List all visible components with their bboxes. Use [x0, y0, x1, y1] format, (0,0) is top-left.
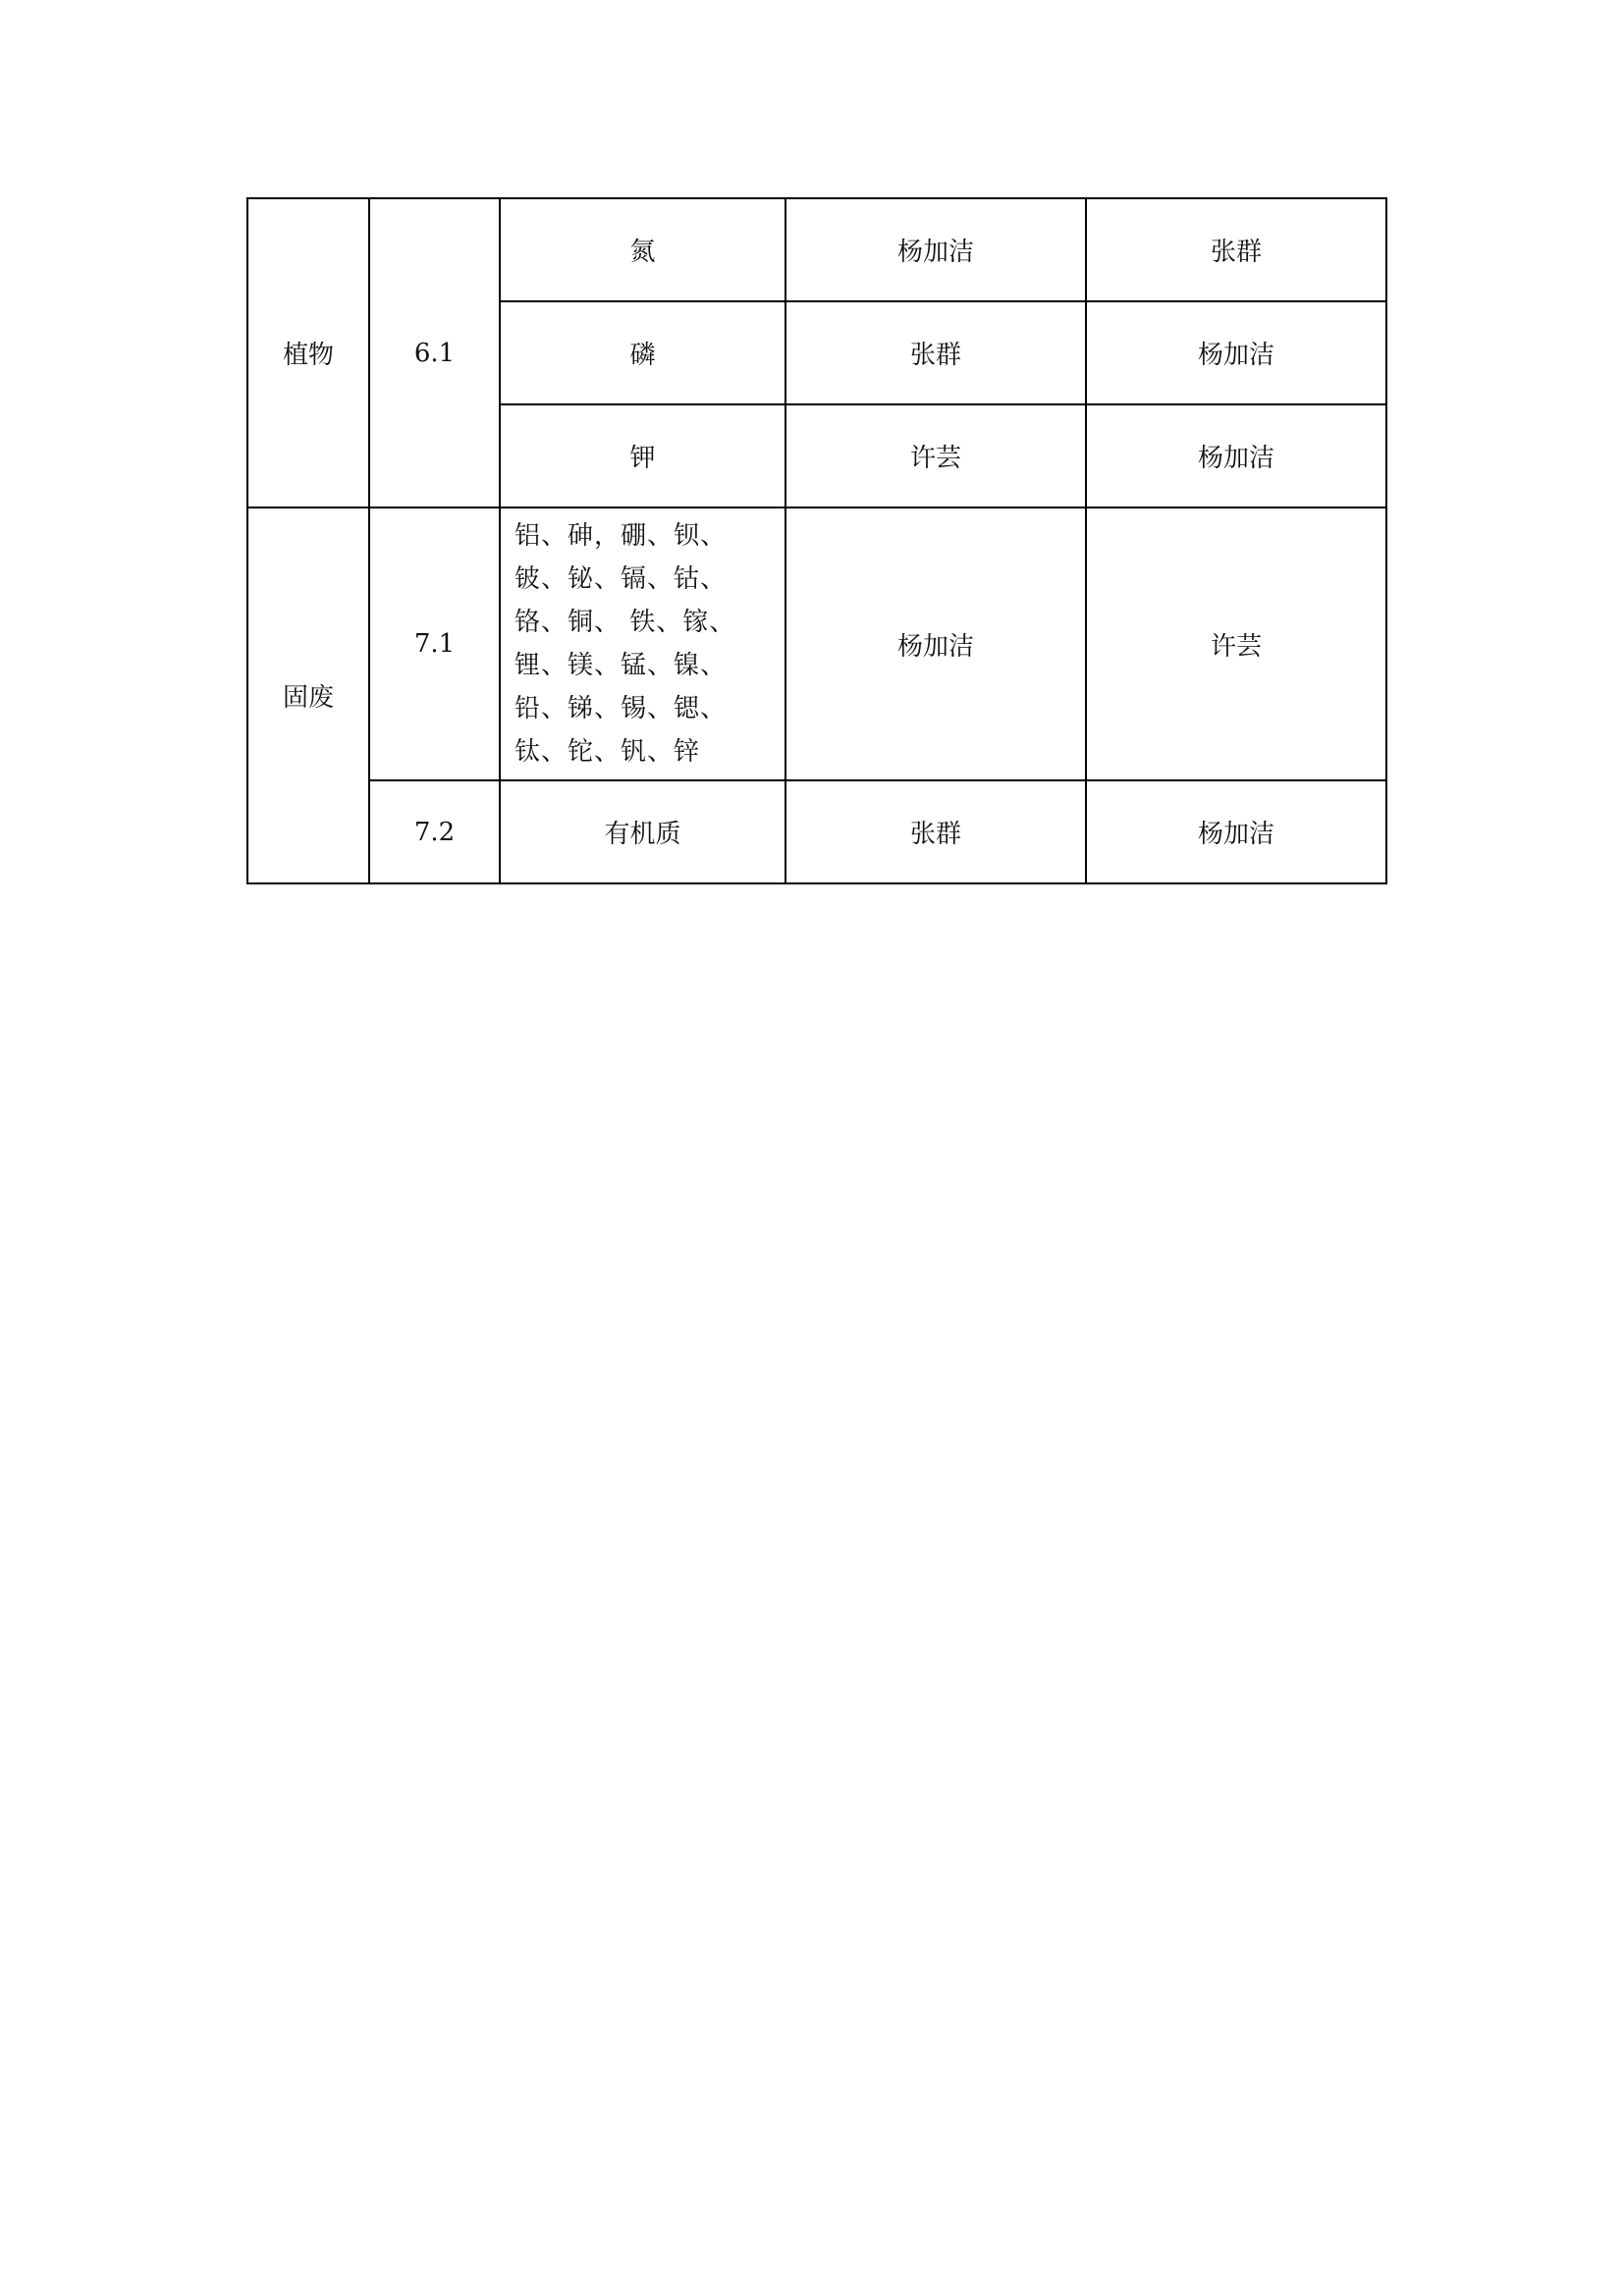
- item-cell: 磷: [500, 301, 785, 404]
- code-cell: 6.1: [369, 198, 500, 507]
- person-a-cell: 杨加洁: [785, 198, 1086, 301]
- table-row: [247, 198, 1386, 301]
- item-cell: 有机质: [500, 780, 785, 883]
- element-list-line: 铅、锑、锡、锶、: [514, 694, 728, 723]
- item-cell: 氮: [500, 198, 785, 301]
- person-b-cell: 许芸: [1086, 507, 1386, 780]
- element-list-line: 钛、铊、钒、锌: [514, 737, 701, 767]
- element-list-line: 铍、铋、镉、钴、: [514, 564, 728, 594]
- assignment-table: [246, 197, 1387, 884]
- person-b-cell: 杨加洁: [1086, 780, 1386, 883]
- element-list-line: 铝、砷，硼、钡、: [514, 521, 728, 551]
- person-b-cell: 张群: [1086, 198, 1386, 301]
- category-cell: 植物: [247, 198, 369, 507]
- category-cell: 固废: [247, 507, 369, 883]
- person-a-cell: 杨加洁: [785, 507, 1086, 780]
- person-a-cell: 许芸: [785, 404, 1086, 507]
- person-b-cell: 杨加洁: [1086, 301, 1386, 404]
- person-a-cell: 张群: [785, 301, 1086, 404]
- person-b-cell: 杨加洁: [1086, 404, 1386, 507]
- person-a-cell: 张群: [785, 780, 1086, 883]
- item-cell: 钾: [500, 404, 785, 507]
- element-list-line: 铬、铜、 铁、镓、: [514, 608, 736, 637]
- table-row: [247, 507, 1386, 780]
- element-list-line: 锂、镁、锰、镍、: [514, 651, 728, 680]
- item-cell-element-list: [500, 507, 785, 780]
- code-cell: 7.1: [369, 507, 500, 780]
- code-cell: 7.2: [369, 780, 500, 883]
- table-row: [247, 780, 1386, 883]
